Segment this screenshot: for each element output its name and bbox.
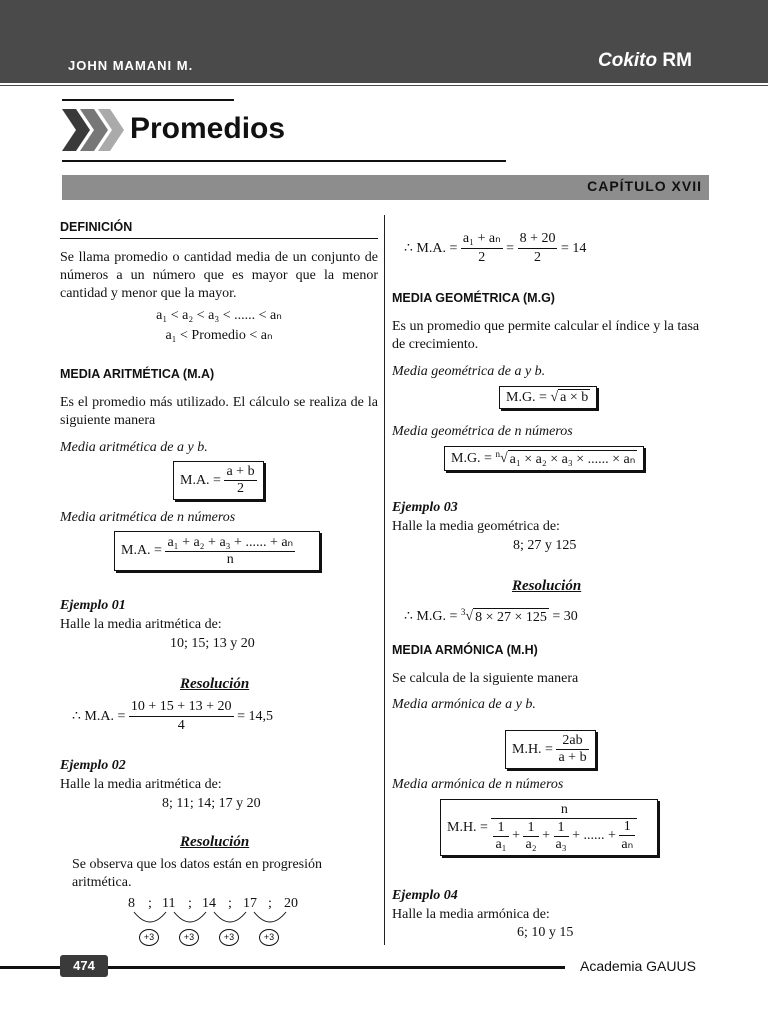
- example-2-observation: Se observa que los datos están en progresión aritmética.: [72, 857, 322, 890]
- example-2-text: Halle la media aritmética de:: [60, 777, 222, 792]
- mg-ab-rad: a × b: [560, 390, 589, 405]
- resolution-3-label: Resolución: [512, 578, 582, 594]
- seq-term-4: 17: [243, 896, 257, 911]
- header-rule-thin: [0, 85, 768, 86]
- mh-heading: MEDIA ARMÓNICA (M.H): [392, 643, 538, 657]
- mg-text: Es un promedio que permite calcular el índice y la tasa de crecimiento.: [392, 319, 700, 352]
- mh-term-n-den: aₙ: [621, 837, 634, 852]
- seq-sep: ;: [228, 896, 232, 911]
- mg-n-label: Media geométrica de n números: [392, 424, 573, 439]
- brand-script: Cokito: [598, 50, 658, 71]
- mh-n-formula: [440, 799, 658, 856]
- ex1-den: 4: [177, 718, 185, 733]
- ex3-rhs: = 30: [552, 609, 578, 625]
- definition-heading: DEFINICIÓN: [60, 220, 133, 234]
- example-2-solution: [404, 230, 586, 267]
- ex3-index: 3: [460, 607, 466, 617]
- mg-n-lhs: M.G. =: [451, 451, 492, 467]
- mh-n-num: n: [491, 802, 637, 819]
- seq-term-3: 14: [202, 896, 216, 911]
- academy-name: Academia GAUUS: [580, 958, 696, 974]
- ex2-rhs: = 14: [560, 240, 587, 256]
- mh-term-3-den: a₃: [555, 836, 567, 852]
- seq-term-5: 20: [284, 896, 298, 911]
- definition-rule: [60, 238, 378, 239]
- brand-bold: RM: [662, 50, 692, 71]
- mg-n-formula: M.G. = $^n$√ a₁ × a₂ × a₃ × ...... × aₙ: [444, 446, 644, 471]
- ma-heading: MEDIA ARITMÉTICA (M.A): [60, 367, 215, 381]
- seq-step-3: +3: [219, 929, 239, 946]
- ex1-rhs: = 14,5: [237, 708, 273, 724]
- mh-n-label: Media armónica de n números: [392, 777, 564, 792]
- author-name: JOHN MAMANI M.: [68, 58, 194, 73]
- ex1-lhs: ∴ M.A. =: [72, 708, 126, 724]
- chapter-label: CAPÍTULO XVII: [587, 178, 702, 194]
- mh-ab-formula: [505, 730, 596, 769]
- header-rule: [0, 80, 768, 83]
- mh-ab-label: Media armónica de a y b.: [392, 697, 536, 712]
- ma-ab-lhs: M.A. =: [180, 472, 221, 488]
- seq-term-1: 8: [128, 896, 135, 911]
- mh-text: Se calcula de la siguiente manera: [392, 671, 579, 686]
- ex2-den2: 2: [534, 250, 542, 265]
- example-4-data: 6; 10 y 15: [517, 925, 574, 940]
- seq-arcs: [128, 910, 300, 930]
- mh-plus: +: [512, 828, 520, 843]
- page-title: Promedios: [130, 112, 286, 145]
- ex3-rad: 8 × 27 × 125: [475, 609, 547, 625]
- mh-term-3-num: 1: [554, 820, 569, 837]
- example-3-solution: ∴ M.G. = $^3$√ 8 × 27 × 125 = 30: [404, 607, 578, 625]
- example-4-title: Ejemplo 04: [392, 888, 458, 903]
- example-3-data: 8; 27 y 125: [513, 538, 577, 553]
- ex2-num2: 8 + 20: [518, 230, 558, 249]
- example-1-text: Halle la media aritmética de:: [60, 617, 222, 632]
- ex2-den1: 2: [478, 250, 486, 265]
- seq-step-2: +3: [179, 929, 199, 946]
- example-1-data: 10; 15; 13 y 20: [170, 636, 255, 651]
- mg-ab-lhs: M.G. =: [506, 389, 547, 405]
- inequality-2: a₁ < Promedio < aₙ: [165, 328, 273, 343]
- seq-term-2: 11: [162, 896, 176, 911]
- mg-ab-label: Media geométrica de a y b.: [392, 364, 546, 379]
- ma-n-lhs: M.A. =: [121, 543, 162, 558]
- seq-sep: ;: [148, 896, 152, 911]
- ma-n-den: n: [226, 552, 234, 567]
- seq-step-1: +3: [139, 929, 159, 946]
- example-3-title: Ejemplo 03: [392, 500, 458, 515]
- mh-term-2-den: a₂: [525, 836, 537, 852]
- example-3-text: Halle la media geométrica de:: [392, 519, 560, 534]
- ex2-num1: a₁ + aₙ: [461, 230, 503, 249]
- mg-n-index: n: [495, 449, 500, 459]
- mh-term-1-num: 1: [493, 820, 508, 837]
- ma-ab-num: a + b: [226, 464, 255, 479]
- mh-term-2-num: 1: [523, 820, 538, 837]
- ex2-eq: =: [506, 240, 515, 256]
- ma-text: Es el promedio más utilizado. El cálculo se realiza de la siguiente manera: [60, 395, 378, 428]
- mh-ab-num: 2ab: [556, 733, 588, 750]
- ex3-lhs: ∴ M.G. =: [404, 609, 458, 625]
- mh-n-lhs: M.H. =: [447, 819, 488, 835]
- example-1-solution: [72, 698, 273, 735]
- page-number: 474: [60, 955, 108, 977]
- inequality-1: a₁ < a₂ < a₃ < ...... < aₙ: [156, 308, 282, 323]
- seq-step-4: +3: [259, 929, 279, 946]
- ma-n-label: Media aritmética de n números: [60, 510, 236, 525]
- seq-sep: ;: [268, 896, 272, 911]
- resolution-1-label: Resolución: [180, 676, 250, 692]
- example-2-data: 8; 11; 14; 17 y 20: [162, 796, 261, 811]
- example-2-title: Ejemplo 02: [60, 758, 126, 773]
- mh-plus: +: [542, 828, 550, 843]
- ex1-num: 10 + 15 + 13 + 20: [129, 698, 234, 717]
- example-4-text: Halle la media armónica de:: [392, 907, 550, 922]
- chevrons-icon: [62, 109, 124, 151]
- ma-n-formula: [114, 531, 320, 571]
- brand-logo: [598, 50, 692, 72]
- resolution-2-label: Resolución: [180, 834, 250, 850]
- mh-dots: + ...... +: [572, 828, 616, 843]
- example-1-title: Ejemplo 01: [60, 598, 126, 613]
- ma-ab-den: 2: [237, 481, 245, 496]
- mg-heading: MEDIA GEOMÉTRICA (M.G): [392, 291, 555, 305]
- ex2-lhs: ∴ M.A. =: [404, 240, 458, 256]
- title-rule-bottom: [62, 160, 506, 162]
- ma-ab-formula: [173, 461, 264, 500]
- definition-text: Se llama promedio o cantidad media de un conjunto de números a un número que es mayor que la menor cantidad y menor que la mayor.: [60, 250, 378, 301]
- title-rule-top: [62, 99, 234, 101]
- mh-term-1-den: a₁: [495, 836, 507, 852]
- ma-n-num: a₁ + a₂ + a₃ + ...... + aₙ: [167, 535, 294, 550]
- ma-ab-label: Media aritmética de a y b.: [60, 440, 208, 455]
- mh-term-n-num: 1: [619, 819, 635, 836]
- seq-sep: ;: [188, 896, 192, 911]
- mg-n-rad: a₁ × a₂ × a₃ × ...... × aₙ: [509, 452, 636, 468]
- mh-ab-lhs: M.H. =: [512, 741, 553, 757]
- mh-ab-den: a + b: [558, 750, 587, 765]
- column-divider: [384, 215, 385, 945]
- mg-ab-formula: M.G. = √ a × b: [499, 386, 597, 409]
